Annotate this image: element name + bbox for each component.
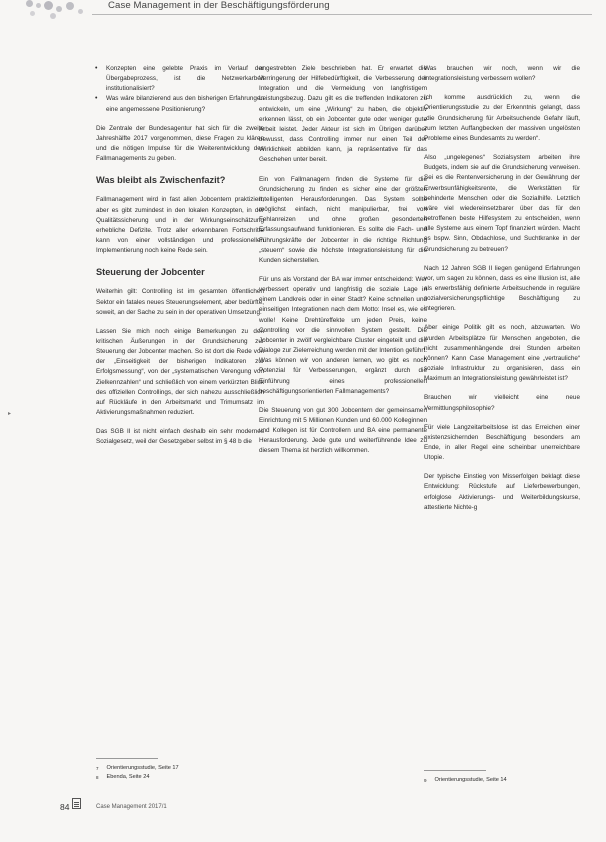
running-header: Case Management in der Beschäftigungsförderung bbox=[108, 0, 330, 11]
list-item: • Konzepten eine gelebte Praxis im Verlauf der Übergabeprozess, ist die Netzwerkarbeit institutionalisiert? bbox=[96, 64, 264, 94]
journal-name: Case Management 2017/1 bbox=[96, 804, 167, 810]
paragraph: Aber einige Politik gilt es noch, abzuwarten. Wo wurden Arbeitsplätze für Menschen angeboten, die nicht zusammenhängende drei Stunden arbeiten können? Kann Case Management eine „vertrauliche“ soziale Infrastruktur zu organisieren, dass ein Maximum an Integrationsleistung gewährleistet ist? bbox=[424, 324, 580, 383]
column-2 bbox=[259, 64, 427, 466]
paragraph: Für uns als Vorstand der BA war immer entscheidend: Wer verbessert operativ und langfristig die soziale Lage in einem Landkreis oder in einer Stadt? Keine schnellen und einseitigen Integrationen nach dem Motto: Insel es, wie es wolle! Keine Drehtüreffekte um jeden Preis, keine Controlling vor die sinnvollen System gestellt. Die Jobcenter in zwölf vergleichbare Cluster eingeteilt und die Dialoge zur Zielerreichung werden mit der Intention geführt. Was können wir von anderen lernen, wo gibt es noch Potenzial für Verbesserungen, ergänzt durch die Einführung eines professionellen beschäftigungsorientierten Fallmanagements? bbox=[259, 275, 427, 395]
page-number: 84 bbox=[60, 802, 70, 812]
paragraph: Brauchen wir vielleicht eine neue Vermittlungsphilosophie? bbox=[424, 394, 580, 412]
footnote-text: Orientierungsstudie, Seite 17 bbox=[106, 765, 179, 771]
paragraph: Ein von Fallmanagern finden die Systeme für die Grundsicherung zu finden es sicher eine der größten Intelligenten Herausforderungen. Das System sollte möglichst einfach, nicht manipulierbar, frei von Fehlanreizen und ohne großen gesonderten Erfassungsaufwand funktionieren. Es sollte die Fach- und Führungskräfte der Jobcenter in die richtige Richtung „steuern“ sowie die höchste Integrationsleistung für die Kunden sicherstellen. bbox=[259, 175, 427, 264]
paragraph: Ich komme ausdrücklich zu, wenn die Orientierungsstudie zu der Erkenntnis gelangt, dass „die Grundsicherung für Arbeitsuchende Gefahr läuft, zum letzten Auffangbecken der massiven ungelösten Probleme eines Bundesamts zu werden“. bbox=[424, 94, 580, 142]
footnote-number: 8 bbox=[96, 775, 99, 780]
footnote-text: Ebenda, Seite 24 bbox=[106, 774, 150, 780]
footnotes-right bbox=[424, 770, 592, 785]
column-3 bbox=[424, 64, 580, 522]
list-item: • Was wäre bilanzierend aus den bisherigen Erfahrungen eine angemessene Positionierung? bbox=[96, 94, 264, 114]
margin-mark: ▸ bbox=[8, 411, 12, 417]
paragraph: Für viele Langzeitarbeitslose ist das Erreichen einer existenzsichernden Beschäftigung besonders am Ende, in aller Regel eine scheinbar unerreichbare Utopie. bbox=[424, 423, 580, 462]
header-rule bbox=[92, 14, 592, 15]
header-decoration bbox=[22, 0, 92, 22]
footnote-text: Orientierungsstudie, Seite 14 bbox=[434, 777, 507, 783]
paragraph: Das SGB II ist nicht einfach deshalb ein sehr modernes Sozialgesetz, weil der Gesetzgeber selbst im § 48 b die bbox=[96, 428, 264, 446]
section-heading: Was bleibt als Zwischenfazit? bbox=[96, 175, 226, 186]
paragraph: Was brauchen wir noch, wenn wir die Integrationsleistung verbessern wollen? bbox=[424, 65, 580, 83]
footnotes-left bbox=[96, 758, 264, 782]
footnote-number: 7 bbox=[96, 766, 99, 771]
column-1 bbox=[96, 64, 264, 457]
footnote bbox=[96, 773, 264, 782]
section-heading: Steuerung der Jobcenter bbox=[96, 267, 205, 278]
paragraph: Lassen Sie mich noch einige Bemerkungen zu den kritischen Äußerungen in der Grundsicherung zur Steuerung der Jobcenter machen. So ist dort die Rede von der „Einseitigkeit der bisherigen Indikatoren zur Erfolgsmessung“, von der „systematischen Verengung von Zielkennzahlen“ und schließlich von einem verkürzten Blick des offiziellen Controllings, der sich nahezu ausschließlich auf Rückläufe in den Arbeitsmarkt und Trimumsatz im Aktivierungsmaßnahmen reduziert. bbox=[96, 327, 264, 417]
paragraph: Nach 12 Jahren SGB II liegen genügend Erfahrungen vor, um sagen zu können, dass es eine Illusion ist, alle als erwerbsfähig definierte Arbeitsuchende in reguläre sozialversicherungspflichtige Beschäftigung zu integrieren. bbox=[424, 264, 580, 313]
paragraph: Die Steuerung von gut 300 Jobcentern der gemeinsamen Einrichtung mit 5 Millionen Kunden und 60.000 Kolleginnen und Kollegen ist für Controllern und BA eine permanente Herausforderung. Jede gute und weiterführende Idee zu diesem Thema ist herzlich willkommen. bbox=[259, 406, 427, 455]
paragraph: Die Zentrale der Bundesagentur hat sich für die zweite Jahreshälfte 2017 vorgenommen, diese Fragen zu klären und die nötigen Impulse für die Weiterentwicklung des Fallmanagements zu geben. bbox=[96, 124, 264, 163]
paragraph: Weiterhin gilt: Controlling ist im gesamten öffentlichen Sektor ein fatales neues Steuerungselement, aber bedürfte, soweit, an der Sache zu sein in der operativen Umsetzung. bbox=[96, 288, 264, 316]
paragraph: angestrebten Ziele beschrieben hat. Er erwartet die Verringerung der Hilfebedürftigkeit, die Verbesserung der Integration und die Vermeidung von langfristigem Leistungsbezug. Dazu gilt es die treffenden Indikatoren zu entwickeln, um eine „Wirkung“ zu haben, die objektiv erkennen lässt, ob ein Jobcenter gute oder weniger gute Arbeit leistet. Jeder Akteur ist sich im Übrigen darüber bewusst, dass Controlling immer nur einen Teil der Wirklichkeit abbilden kann, ja repräsentative für das Geschehen unter bereit. bbox=[259, 65, 427, 164]
paragraph: Fallmanagement wird in fast allen Jobcentern praktiziert, aber es gibt zumindest in den lokalen Konzepten, in der Qualitätssicherung und in der Wirkungseinschätzung erhebliche Defizite. Trotz aller erkennbaren Fortschritte kann von einer vollständigen und professionellen Implementierung noch keine Rede sein. bbox=[96, 196, 264, 255]
footnote-rule bbox=[424, 770, 486, 771]
page-icon bbox=[72, 798, 81, 809]
paragraph: Der typische Einstieg von Misserfolgen beklagt diese Entwicklung: Rückstufe auf Lieferbewerbungen, erfolglose Aktivierungs- und Weiterbildungskurse, attestierte Nichte-g bbox=[424, 473, 580, 511]
footnote-rule bbox=[96, 758, 158, 759]
paragraph: Also „ungelegenes“ Sozialsystem arbeiten ihre Budgets, indem sie auf die Grundsicherung verweisen. Sei es die Rentenversicherung in der Gewährung der Erwerbsunfähigkeitsrente, die Werkstätten für behinderte Menschen oder die Sozialhilfe. Letztlich wäre viel wiedereinsetzbarer über das für den betroffenen beste Hilfesystem zu entscheiden, wenn alle Systeme aus einem Topf finanziert würden. Macht es bspw. Sinn, Obdachlose, und Suchtkranke in der Grundsicherung zu betreuen? bbox=[424, 154, 580, 253]
question-list bbox=[96, 64, 264, 115]
footnote bbox=[96, 764, 264, 773]
footnote bbox=[424, 776, 592, 785]
footnote-number: 9 bbox=[424, 778, 427, 783]
